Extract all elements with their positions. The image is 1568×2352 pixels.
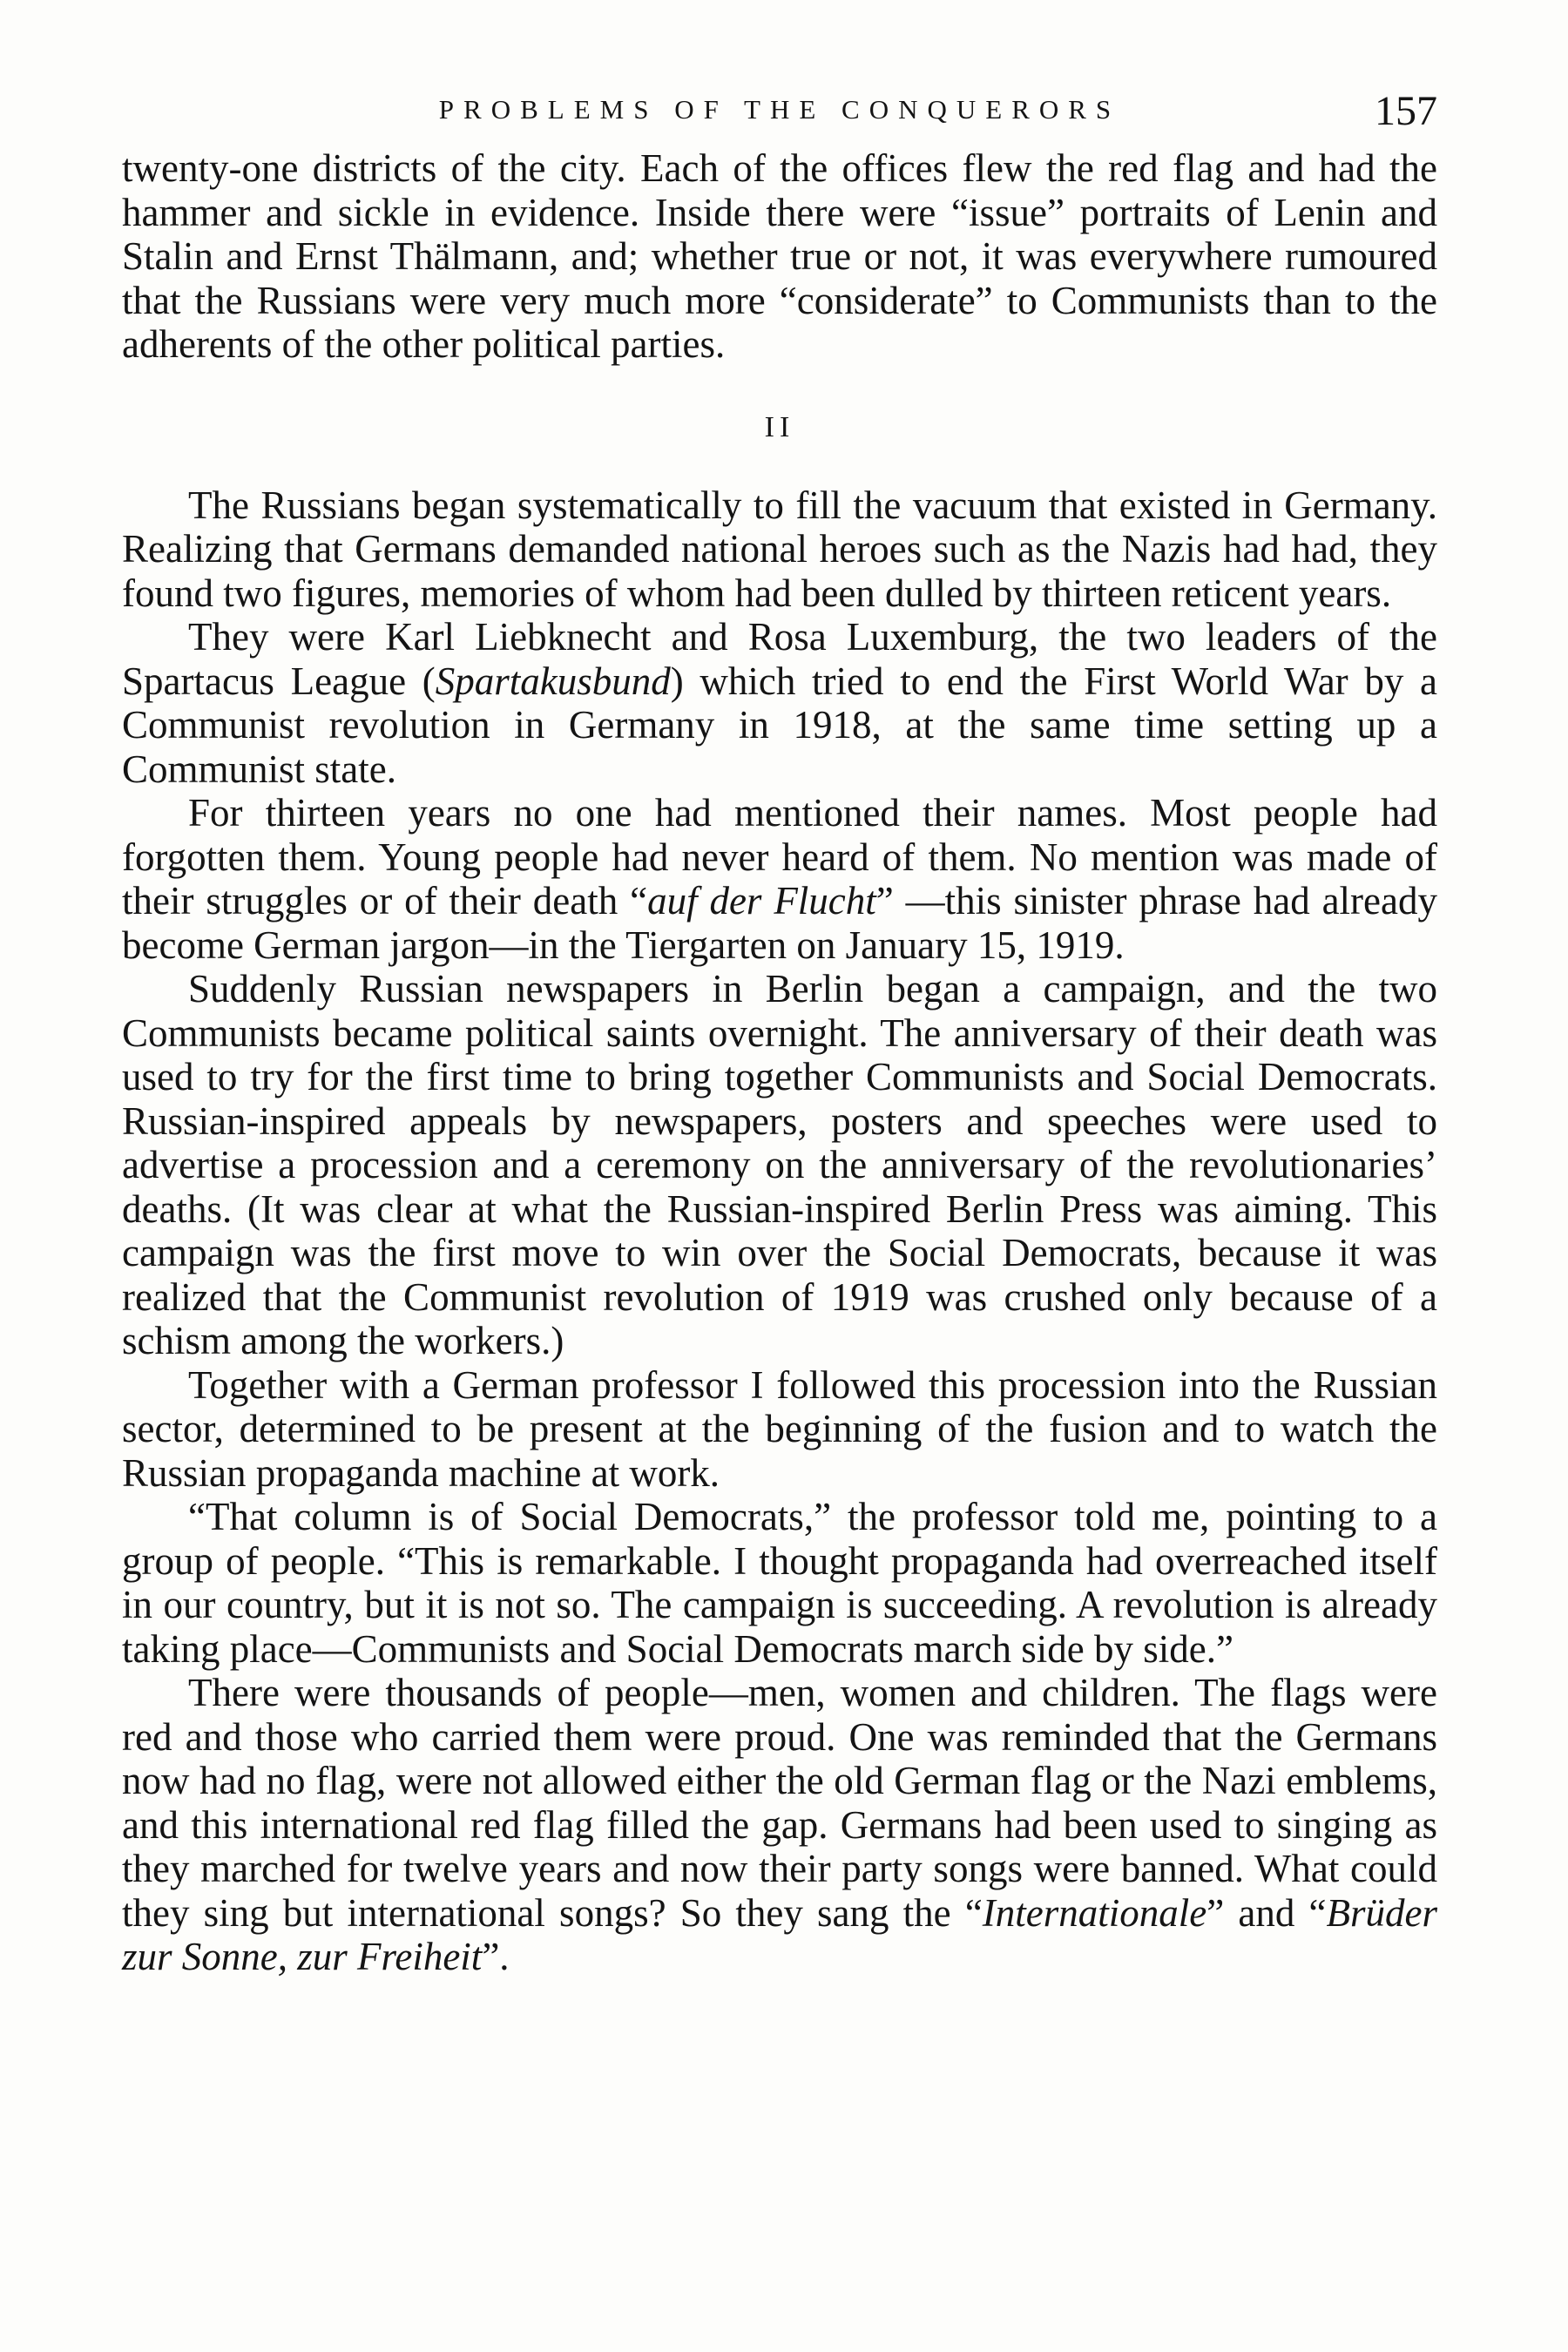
bruder-zur-sonne-title: Brüder zur Sonne, zur Freiheit: [122, 1890, 1438, 1978]
body-text: [122, 146, 1437, 1979]
internationale-title: Internationale: [982, 1890, 1207, 1935]
paragraph-1: twenty-one districts of the city. Each of the offices flew the red flag and had the hammer and sickle in evidence. Inside there were “issue” portraits of Lenin and Stalin and Ernst Thälmann, and; whether true or not, it was everywhere rumoured that the Russians were very much more “considerate” to Communists than to the adherents of the other political parties.: [122, 146, 1437, 366]
paragraph-8-text-e: ”.: [482, 1935, 510, 1978]
paragraph-2: The Russians began systematically to fill the vacuum that existed in Germany. Realizing that Germans demanded national heroes such as the Nazis had had, they found two figures, memories of whom had been dulled by thirteen reticent years.: [122, 483, 1437, 615]
paragraph-3-text-c: ) which tried to end the First World War by a Communist revolution in Germany in 1918, at the same time setting up a Communist state.: [122, 659, 1438, 791]
paragraph-4-text-a: For thirteen years no one had mentioned their names. Most people had forgotten them. Young people had never heard of them. No mention was made of their struggles or of their death “: [122, 791, 1437, 923]
paragraph-8: [122, 1671, 1437, 1979]
paragraph-7: “That column is of Social Democrats,” the professor told me, pointing to a group of people. “This is remarkable. I thought propaganda had overreached itself in our country, but it is not so. The campaign is succeeding. A revolution is already taking place—Communists and Social Democrats march side by side.”: [122, 1495, 1437, 1671]
paragraph-3-text-a: They were Karl Liebknecht and Rosa Luxemburg, the two leaders of the Spartacus League (: [122, 615, 1437, 703]
paragraph-4-text-c: ” —this sinister phrase had already become German jargon—in the Tiergarten on January 15, 1919.: [122, 879, 1437, 967]
paragraph-6: Together with a German professor I followed this procession into the Russian sector, determined to be present at the beginning of the fusion and to watch the Russian propaganda machine at work.: [122, 1362, 1437, 1495]
page-number: 157: [1375, 88, 1437, 134]
paragraph-3: [122, 615, 1437, 791]
paragraph-4: [122, 791, 1437, 967]
section-number: II: [764, 410, 795, 443]
paragraph-8-text-a: There were thousands of people—men, women and children. The flags were red and those who carried them were proud. One was reminded that the Germans now had no flag, were not allowed either the old German flag or the Nazi emblems, and this international red flag filled the gap. Germans had been used to singing as they marched for twelve years and now their party songs were banned. What could they sing but international songs? So they sang the “: [122, 1671, 1437, 1935]
paragraph-5: Suddenly Russian newspapers in Berlin began a campaign, and the two Communists became political saints overnight. The anniversary of their death was used to try for the first time to bring together Communists and Social Democrats. Russian-inspired appeals by newspapers, posters and speeches were used to advertise a procession and a ceremony on the anniversary of the revolutionaries’ deaths. (It was clear at what the Russian-inspired Berlin Press was aiming. This campaign was the first move to win over the Social Democrats, because it was realized that the Communist revolution of 1919 was crushed only because of a schism among the workers.): [122, 967, 1437, 1362]
running-title: PROBLEMS OF THE CONQUERORS: [438, 94, 1121, 125]
spartakusbund-term: Spartakusbund: [435, 659, 671, 703]
auf-der-flucht-phrase: auf der Flucht: [647, 879, 876, 923]
running-head: [122, 87, 1437, 139]
paragraph-8-text-c: ” and “: [1206, 1890, 1327, 1935]
